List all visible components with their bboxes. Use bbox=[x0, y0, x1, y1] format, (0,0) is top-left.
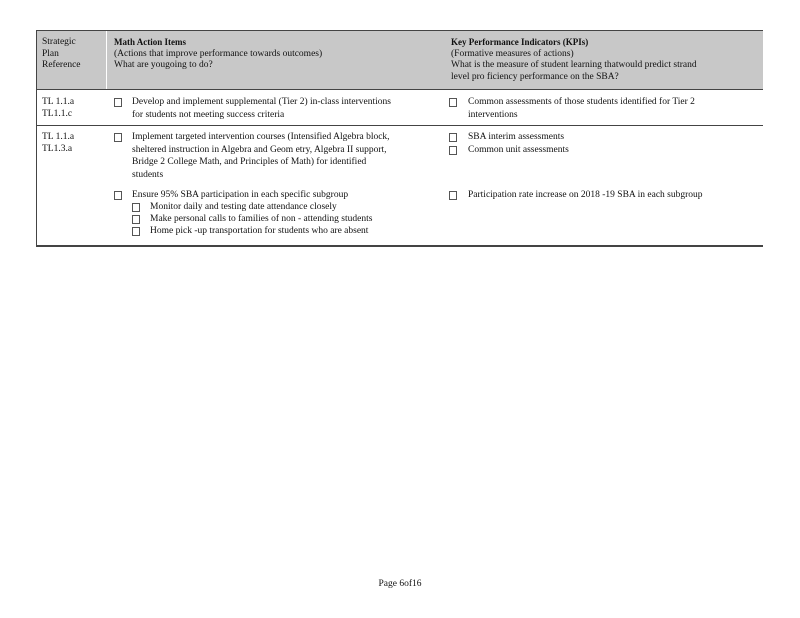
action-line: for students not meeting success criteria bbox=[132, 109, 285, 120]
header-col2-line: (Actions that improve performance towards outcomes) bbox=[114, 48, 323, 59]
header-col1-line: Reference bbox=[42, 60, 81, 70]
kpi-line: interventions bbox=[468, 109, 518, 120]
header-col2-title: Math Action Items bbox=[114, 37, 186, 47]
header-math-action-items bbox=[114, 37, 322, 72]
bullet-icon bbox=[449, 133, 457, 142]
bullet-icon bbox=[449, 146, 457, 155]
bullet-icon bbox=[449, 191, 457, 200]
kpi-line: Common assessments of those students identified for Tier 2 bbox=[468, 97, 695, 107]
sub-bullet-icon bbox=[132, 215, 140, 224]
reference-code: TL1.1.c bbox=[42, 109, 73, 119]
action-line: students bbox=[132, 169, 164, 180]
action-line: Develop and implement supplemental (Tier 2) in-class interventions bbox=[132, 97, 391, 107]
action-line: sheltered instruction in Algebra and Geom etry, Algebra II support, bbox=[132, 144, 387, 155]
header-kpis bbox=[451, 37, 697, 83]
reference-code: TL 1.1.a bbox=[42, 97, 75, 107]
reference-code: TL 1.1.a bbox=[42, 132, 75, 142]
reference-code: TL1.3.a bbox=[42, 144, 73, 154]
table-header bbox=[37, 31, 763, 90]
kpi-item: Participation rate increase on 2018 -19 SBA in each subgroup bbox=[468, 190, 703, 200]
header-divider bbox=[106, 31, 107, 89]
action-item bbox=[132, 131, 390, 181]
action-line: Ensure 95% SBA participation in each specific subgroup bbox=[132, 190, 349, 200]
header-col3-title: Key Performance Indicators (KPIs) bbox=[451, 37, 589, 47]
bullet-icon bbox=[114, 133, 122, 142]
kpi-item: Common unit assessments bbox=[468, 145, 569, 155]
action-line: Bridge 2 College Math, and Principles of Math) for identified bbox=[132, 157, 367, 167]
bullet-icon bbox=[114, 98, 122, 107]
row-references bbox=[42, 131, 74, 155]
table-row bbox=[37, 90, 763, 126]
kpi-item bbox=[468, 96, 695, 121]
kpi-item: SBA interim assessments bbox=[468, 132, 565, 142]
action-subitem: Home pick -up transportation for students who are absent bbox=[150, 226, 369, 236]
header-col2-line: What are yougoing to do? bbox=[114, 60, 213, 70]
row-references bbox=[42, 96, 74, 120]
action-items-table bbox=[36, 30, 763, 247]
action-item bbox=[132, 96, 391, 121]
header-col1-line: Plan bbox=[42, 48, 59, 59]
bullet-icon bbox=[114, 191, 122, 200]
header-strategic-plan-reference bbox=[42, 37, 81, 72]
table-row bbox=[37, 126, 763, 246]
header-col1-line: Strategic bbox=[42, 37, 76, 47]
action-item bbox=[132, 189, 348, 202]
action-subitem: Make personal calls to families of non - attending students bbox=[150, 214, 373, 224]
header-col3-line: (Formative measures of actions) bbox=[451, 48, 574, 59]
action-line: Implement targeted intervention courses (Intensified Algebra block, bbox=[132, 132, 390, 142]
sub-bullet-icon bbox=[132, 203, 140, 212]
page-number: Page 6of16 bbox=[378, 579, 422, 589]
sub-bullet-icon bbox=[132, 227, 140, 236]
header-col3-line: What is the measure of student learning thatwould predict strand bbox=[451, 60, 697, 70]
bullet-icon bbox=[449, 98, 457, 107]
action-subitem: Monitor daily and testing date attendance closely bbox=[150, 202, 337, 212]
header-col3-line: level pro ficiency performance on the SBA? bbox=[451, 71, 619, 82]
